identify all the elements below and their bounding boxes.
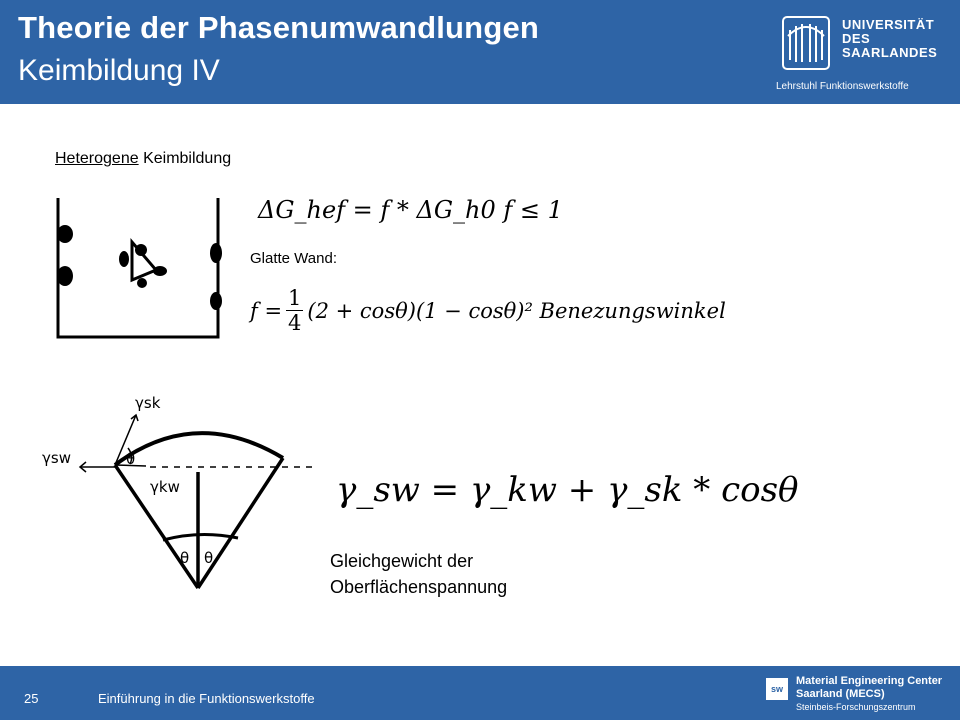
mecs-name: Material Engineering Center Saarland (MECS) Steinbeis-Forschungszentrum [796,675,943,712]
label-gamma-sk: γsk [135,394,161,412]
label-theta-left: θ [180,549,190,567]
formula-wetting-factor: f = $\frac{1}{4}$ (2 + cosθ)(1 − cosθ)² Benezungswinkel [250,286,726,335]
course-title: Einführung in die Funktionswerkstoffe [98,691,315,706]
formula-young-equation: γ_sw = γ_kw + γ_sk * cosθ [336,470,799,510]
university-name: UNIVERSITÄT DES SAARLANDES [842,17,938,60]
chair-name: Lehrstuhl Funktionswerkstoffe [776,81,909,92]
nuclei-dots [57,225,222,310]
container-sketch [58,198,218,337]
label-theta-small: θ [126,450,136,468]
label-smooth-wall: Glatte Wand: [250,250,337,267]
label-theta-right: θ [204,549,214,567]
formula-heterogeneous-energy: ΔG_hef = f * ΔG_h0 f ≤ 1 [258,196,563,224]
label-gamma-sw: γsw [42,449,71,467]
mecs-logo-icon: sw [766,678,788,700]
section-heading: Heterogene Keimbildung [55,150,232,167]
wetting-angle-sketch [80,415,316,588]
slide-footer [0,666,960,720]
slide-subtitle: Keimbildung IV [18,54,220,87]
label-gamma-kw: γkw [150,478,180,496]
page-number: 25 [24,691,39,706]
slide-title: Theorie der Phasenumwandlungen [18,10,540,45]
caption-equilibrium: Gleichgewicht der Oberflächenspannung [330,551,508,597]
